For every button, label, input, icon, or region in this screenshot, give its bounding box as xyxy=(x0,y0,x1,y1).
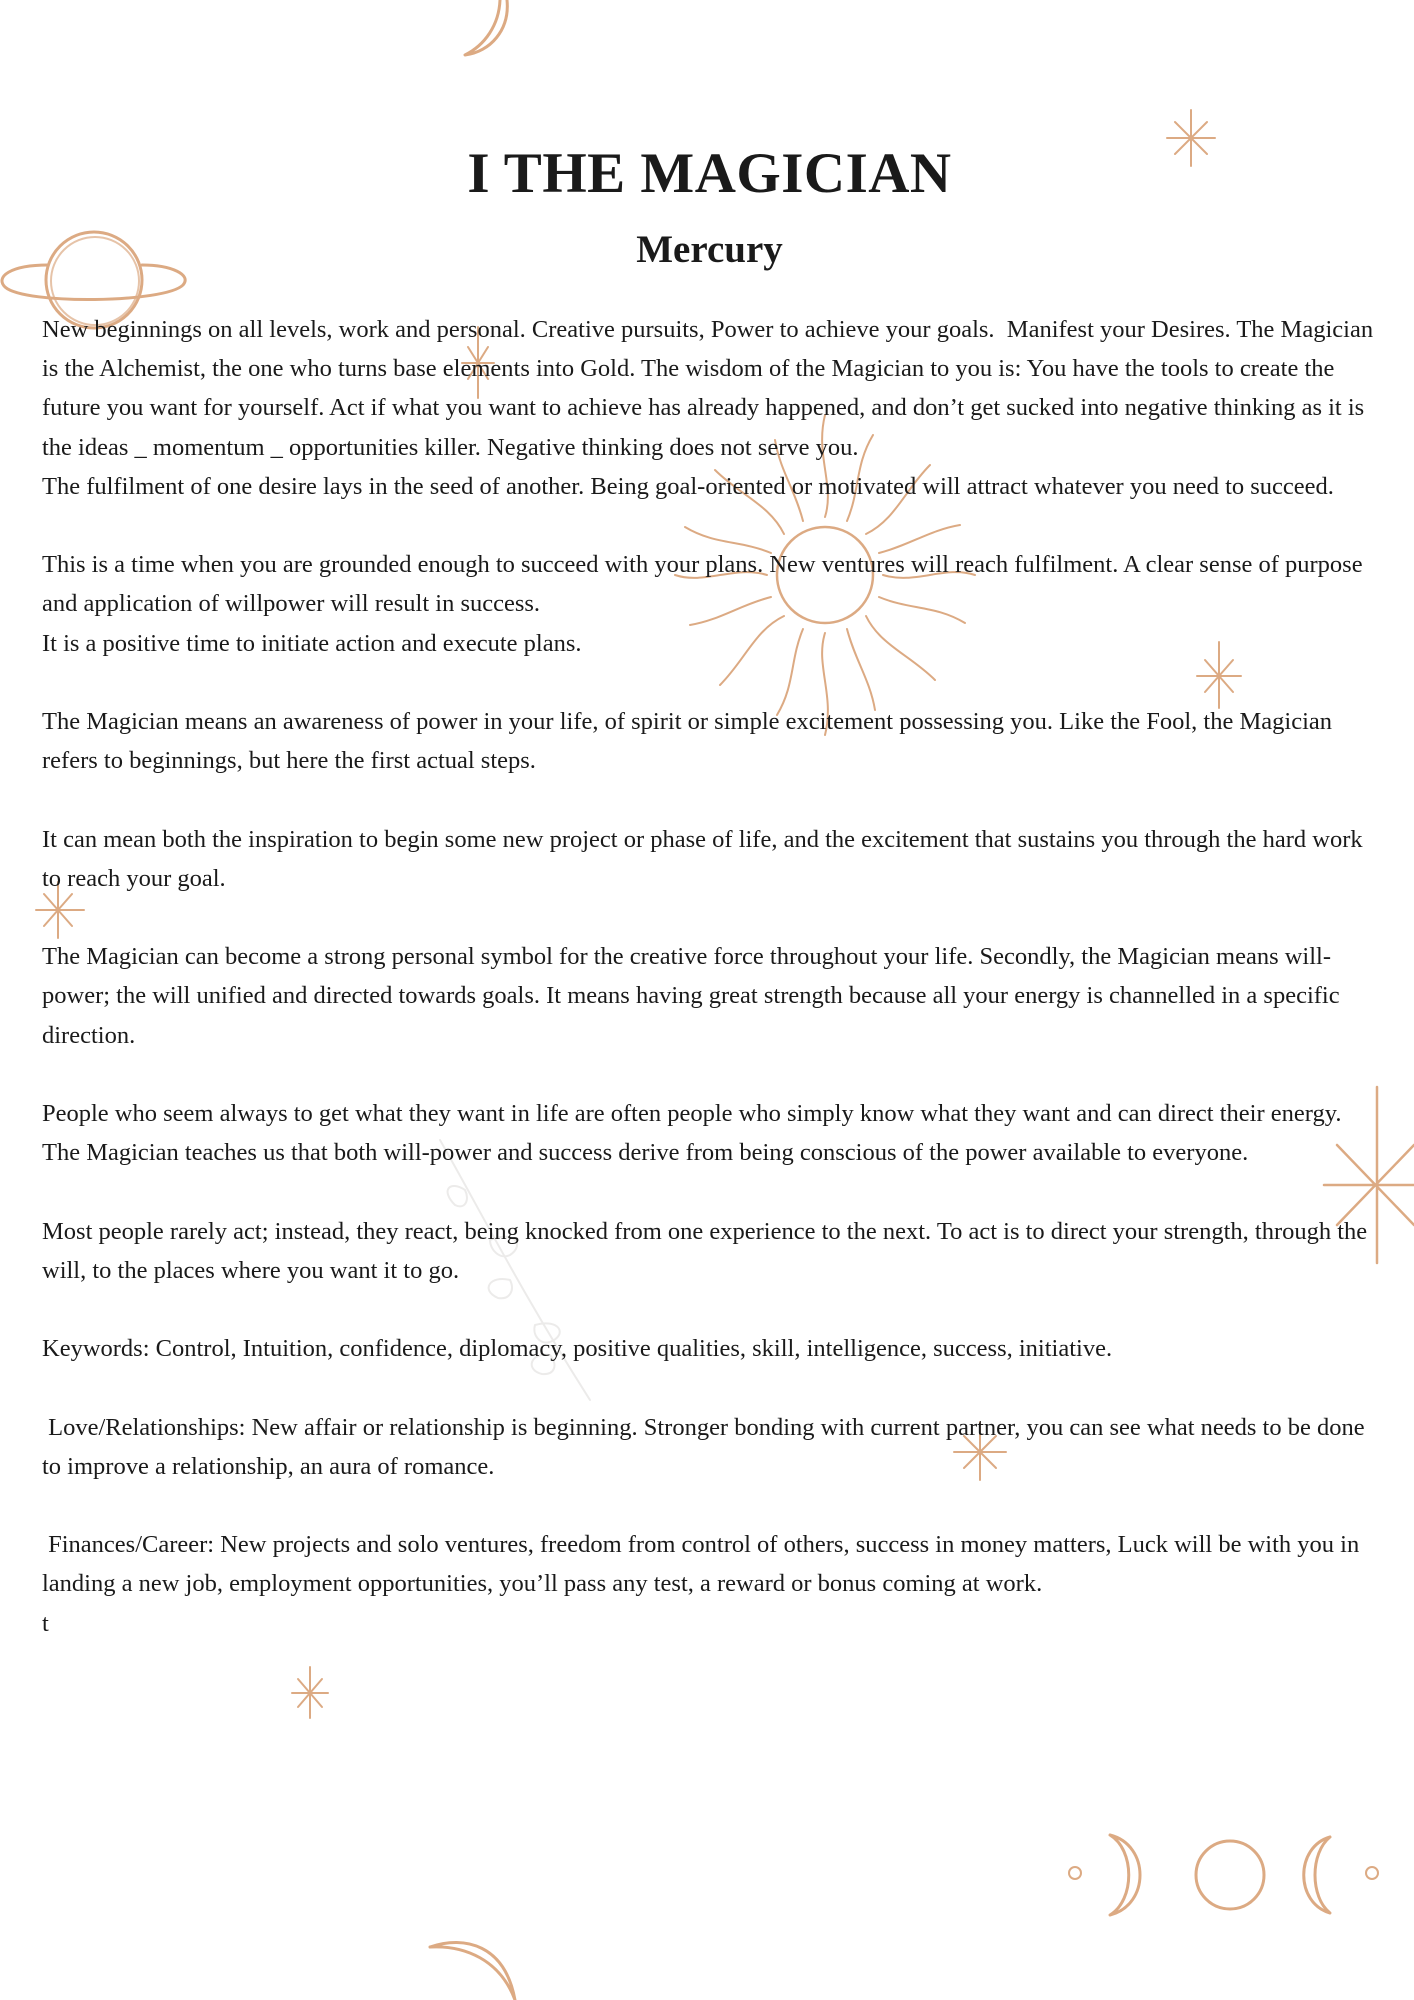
paragraph: It is a positive time to initiate action and execute plans. xyxy=(42,629,582,657)
body-text xyxy=(42,310,1380,1643)
paragraph: The fulfilment of one desire lays in the seed of another. Being goal-oriented or motivated will attract whatever you need to succeed. xyxy=(42,472,1334,500)
page-title: I THE MAGICIAN xyxy=(467,142,952,205)
page-subtitle: Mercury xyxy=(636,228,783,271)
finances-career-paragraph: Finances/Career: New projects and solo ventures, freedom from control of others, success in money matters, Luck will be with you in landing a new job, employment opportunities, you’ll pass any test, a reward or bonus coming at work. xyxy=(42,1531,1366,1598)
paragraph: The Magician means an awareness of power in your life, of spirit or simple excitement possessing you. Like the Fool, the Magician refers to beginnings, but here the first actual steps. xyxy=(42,708,1339,775)
love-relationships-paragraph: Love/Relationships: New affair or relationship is beginning. Stronger bonding with current partner, you can see what needs to be done to improve a relationship, an aura of romance. xyxy=(42,1413,1371,1480)
paragraph: It can mean both the inspiration to begin some new project or phase of life, and the excitement that sustains you through the hard work to reach your goal. xyxy=(42,825,1369,892)
trailing-text: t xyxy=(42,1609,49,1637)
paragraph: This is a time when you are grounded enough to succeed with your plans. New ventures will reach fulfilment. A clear sense of purpose and application of willpower will result in success. xyxy=(42,551,1369,618)
crescent-moon-icon xyxy=(425,1935,525,2000)
sparkle-star-icon xyxy=(290,1665,330,1720)
paragraph: The Magician can become a strong personal symbol for the creative force throughout your life. Secondly, the Magician means will-power; the will unified and directed towards goals. It means having great strength because all your energy is channelled in a specific direction. xyxy=(42,943,1346,1049)
paragraph: Most people rarely act; instead, they react, being knocked from one experience to the next. To act is to direct your strength, through the will, to the places where you want it to go. xyxy=(42,1217,1374,1284)
moon-phases-icon xyxy=(1060,1825,1390,1925)
keywords-paragraph: Keywords: Control, Intuition, confidence, diplomacy, positive qualities, skill, intelligence, success, initiative. xyxy=(42,1335,1113,1363)
crescent-moon-icon xyxy=(455,0,525,60)
paragraph: New beginnings on all levels, work and personal. Creative pursuits, Power to achieve your goals. Manifest your Desires. The Magician is the Alchemist, the one who turns base elements into Gold. The wisdom of the Magician to you is: You have the tools to create the future you want for yourself. Act if what you want to achieve has already happened, and don’t get sucked into negative thinking as it is the ideas _ momentum _ opportunities killer. Negative thinking does not serve you. xyxy=(42,316,1380,461)
paragraph: People who seem always to get what they want in life are often people who simply know what they want and can direct their energy. The Magician teaches us that both will-power and success derive from being conscious of the power available to everyone. xyxy=(42,1099,1348,1167)
document-content xyxy=(42,140,1380,1643)
